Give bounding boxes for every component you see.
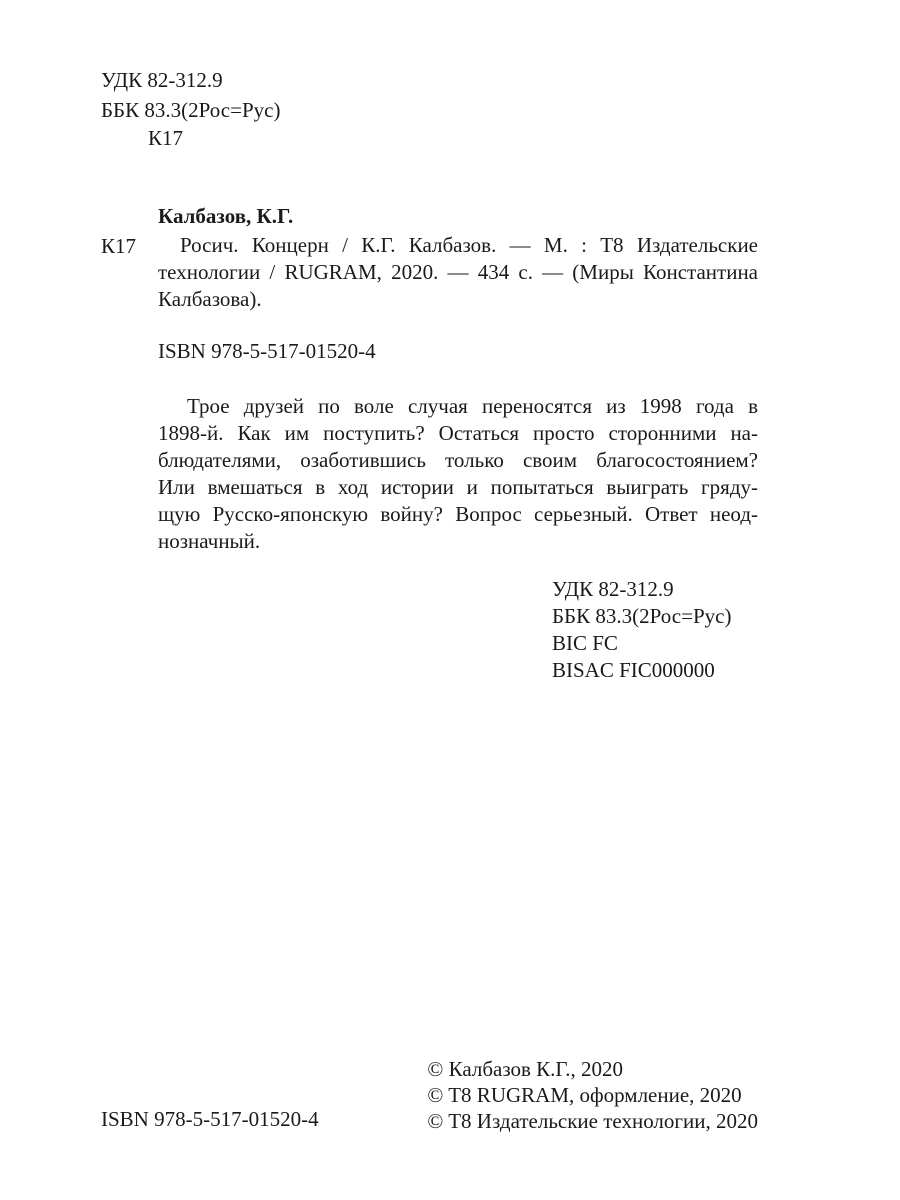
bisac-code: BISAC FIC000000: [552, 658, 715, 682]
copyright-line: © T8 Издательские технологии, 2020: [427, 1109, 758, 1133]
bbk-code: ББК 83.3(2Рос=Рус): [552, 604, 732, 628]
annotation-line: нозначный.: [158, 529, 261, 553]
author-mark-entry: К17: [101, 234, 137, 258]
isbn-bottom: ISBN 978-5-517-01520-4: [101, 1107, 319, 1131]
author-mark-top: К17: [148, 126, 184, 150]
classification-block: [552, 576, 731, 684]
annotation-line: блюдателями, озаботившись только своим благосостоянием?: [158, 448, 758, 472]
annotation-line: Трое друзей по воле случая переносятся из 1998 года в: [187, 394, 758, 418]
annotation: [158, 393, 758, 555]
bibliographic-line: Калбазова).: [158, 287, 262, 311]
bibliographic-description: [158, 232, 758, 313]
bbk-code-top: ББК 83.3(2Рос=Рус): [101, 98, 281, 122]
bic-code: BIC FC: [552, 631, 618, 655]
bibliographic-line: технологии / RUGRAM, 2020. — 434 с. — (Миры Константина: [158, 260, 758, 284]
copyright-line: © T8 RUGRAM, оформление, 2020: [427, 1083, 742, 1107]
annotation-line: 1898-й. Как им поступить? Остаться просто сторонними на-: [158, 421, 758, 445]
copyright-block: [427, 1056, 758, 1134]
udk-code: УДК 82-312.9: [552, 577, 674, 601]
annotation-line: Или вмешаться в ход истории и попытаться выиграть гряду-: [158, 475, 758, 499]
isbn-entry: ISBN 978-5-517-01520-4: [158, 339, 376, 363]
author-heading: Калбазов, К.Г.: [158, 204, 294, 228]
annotation-line: щую Русско-японскую войну? Вопрос серьезный. Ответ неод-: [158, 502, 758, 526]
bibliographic-line: Росич. Концерн / К.Г. Калбазов. — М. : T8 Издательские: [180, 233, 758, 257]
copyright-line: © Калбазов К.Г., 2020: [427, 1057, 623, 1081]
udk-code-top: УДК 82-312.9: [101, 68, 223, 92]
